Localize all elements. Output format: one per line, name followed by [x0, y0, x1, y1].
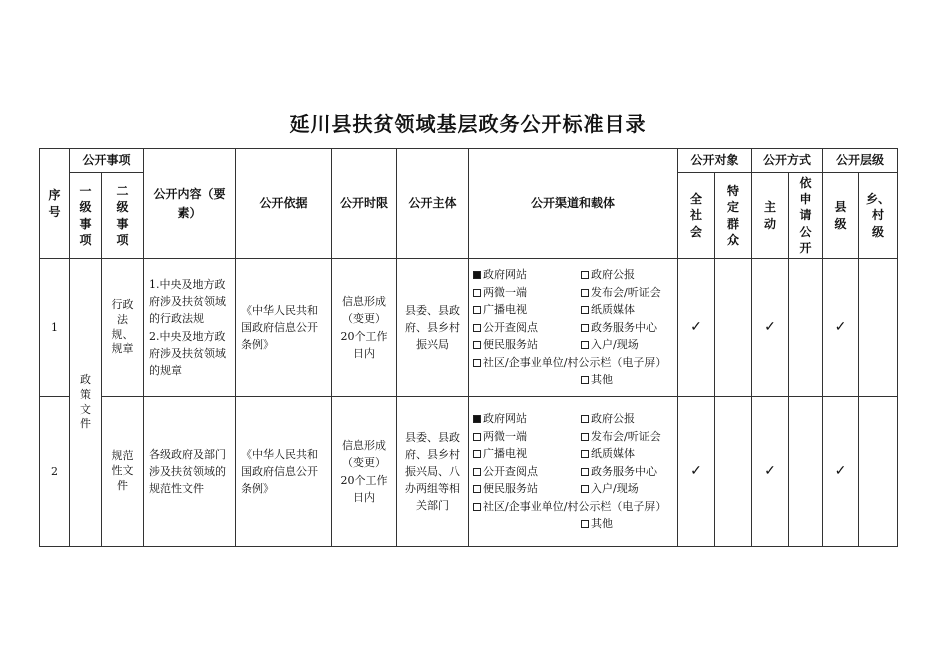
channel-option-reading-point: 公开查阅点: [473, 319, 577, 337]
header-target-group: 公开对象: [678, 149, 752, 173]
channel-option-service-station: 便民服务站: [473, 336, 577, 354]
checkbox-icon: [473, 359, 481, 367]
checkbox-icon: [581, 468, 589, 476]
row-level-county: ✓: [823, 397, 859, 547]
checkbox-icon: [473, 485, 481, 493]
header-method-group: 公开方式: [752, 149, 823, 173]
channel-option-reading-point: 公开查阅点: [473, 463, 577, 481]
channel-option-bulletin: 社区/企事业单位/村公示栏（电子屏）: [473, 354, 673, 372]
channel-option-household: 入户/现场: [581, 480, 673, 498]
row-channels: [469, 397, 678, 547]
header-time-limit: 公开时限: [332, 149, 397, 259]
checkbox-icon: [473, 450, 481, 458]
checkbox-icon: [581, 271, 589, 279]
row-level-county: ✓: [823, 259, 859, 397]
header-method-request: 依 申 请 公 开: [789, 173, 823, 259]
header-method-active: 主 动: [752, 173, 789, 259]
checkbox-icon: [581, 415, 589, 423]
row-time-limit: 信息形成（变更）20个工作日内: [332, 259, 397, 397]
header-level-village: 乡、 村 级: [859, 173, 898, 259]
header-channels: 公开渠道和载体: [469, 149, 678, 259]
row-method-request: [789, 259, 823, 397]
row-target-specific: [715, 397, 752, 547]
channel-option-gazette: 政府公报: [581, 410, 673, 428]
channel-option-gazette: 政府公报: [581, 266, 673, 284]
checkbox-icon: [581, 341, 589, 349]
row-content: 各级政府及部门涉及扶贫领域的规范性文件: [144, 397, 236, 547]
checkbox-icon: [473, 306, 481, 314]
header-target-all: 全 社 会: [678, 173, 715, 259]
row-method-request: [789, 397, 823, 547]
row-seq: 2: [40, 397, 70, 547]
row-level-village: [859, 397, 898, 547]
row-time-limit: 信息形成（变更）20个工作日内: [332, 397, 397, 547]
header-level-group: 公开层级: [823, 149, 898, 173]
row-method-active: ✓: [752, 259, 789, 397]
row-method-active: ✓: [752, 397, 789, 547]
channel-option-press: 发布会/听证会: [581, 284, 673, 302]
channel-option-service-center: 政务服务中心: [581, 463, 673, 481]
checkbox-icon: [473, 289, 481, 297]
checkbox-icon: [473, 503, 481, 511]
checkbox-checked-icon: [473, 271, 481, 279]
channel-option-household: 入户/现场: [581, 336, 673, 354]
channel-option-paper: 纸质媒体: [581, 301, 673, 319]
checkbox-icon: [473, 324, 481, 332]
table-row: [40, 397, 898, 547]
page-title: 延川县扶贫领域基层政务公开标准目录: [289, 112, 647, 136]
header-level1: 一 级 事 项: [70, 173, 102, 259]
checkbox-icon: [473, 341, 481, 349]
header-target-specific: 特 定 群 众: [715, 173, 752, 259]
checkbox-icon: [473, 433, 481, 441]
checkbox-icon: [581, 306, 589, 314]
header-subject: 公开主体: [397, 149, 469, 259]
checkbox-icon: [581, 324, 589, 332]
row-level-village: [859, 259, 898, 397]
checkbox-icon: [581, 485, 589, 493]
checkbox-icon: [581, 376, 589, 384]
channel-option-press: 发布会/听证会: [581, 428, 673, 446]
header-row-1: [40, 149, 898, 173]
row-basis: 《中华人民共和国政府信息公开条例》: [236, 397, 332, 547]
channel-option-broadcast: 广播电视: [473, 445, 577, 463]
channel-list: [469, 408, 677, 535]
channel-option-broadcast: 广播电视: [473, 301, 577, 319]
channel-option-paper: 纸质媒体: [581, 445, 673, 463]
channel-option-service-center: 政务服务中心: [581, 319, 673, 337]
row-target-specific: [715, 259, 752, 397]
header-content: 公开内容（要素）: [144, 149, 236, 259]
channel-option-spacer: [473, 371, 577, 389]
channel-option-two-one: 两微一端: [473, 284, 577, 302]
checkbox-icon: [581, 450, 589, 458]
checkbox-checked-icon: [473, 415, 481, 423]
channel-option-spacer: [473, 515, 577, 533]
header-basis: 公开依据: [236, 149, 332, 259]
channel-option-two-one: 两微一端: [473, 428, 577, 446]
level2-item: 行政 法 规、 规章: [102, 259, 144, 397]
row-target-all: ✓: [678, 397, 715, 547]
header-items-group: 公开事项: [70, 149, 144, 173]
level1-item: 政 策 文 件: [70, 259, 102, 547]
row-content: 1.中央及地方政府涉及扶贫领域的行政法规 2.中央及地方政府涉及扶贫领域的规章: [144, 259, 236, 397]
row-basis: 《中华人民共和国政府信息公开条例》: [236, 259, 332, 397]
channel-option-other: 其他: [581, 371, 673, 389]
checkbox-icon: [581, 520, 589, 528]
header-level2: 二 级 事 项: [102, 173, 144, 259]
row-subject: 县委、县政府、县乡村振兴局: [397, 259, 469, 397]
channel-option-service-station: 便民服务站: [473, 480, 577, 498]
header-seq: 序 号: [40, 149, 70, 259]
channel-option-bulletin: 社区/企事业单位/村公示栏（电子屏）: [473, 498, 673, 516]
channel-list: [469, 264, 677, 391]
row-target-all: ✓: [678, 259, 715, 397]
header-level-county: 县 级: [823, 173, 859, 259]
channel-option-website: 政府网站: [473, 410, 577, 428]
row-subject: 县委、县政府、县乡村振兴局、八办两组等相关部门: [397, 397, 469, 547]
table-row: [40, 259, 898, 397]
row-channels: [469, 259, 678, 397]
channel-option-other: 其他: [581, 515, 673, 533]
checkbox-icon: [473, 468, 481, 476]
level2-item: 规范 性文 件: [102, 397, 144, 547]
row-seq: 1: [40, 259, 70, 397]
channel-option-website: 政府网站: [473, 266, 577, 284]
checkbox-icon: [581, 289, 589, 297]
checkbox-icon: [581, 433, 589, 441]
catalog-table: [39, 148, 898, 547]
